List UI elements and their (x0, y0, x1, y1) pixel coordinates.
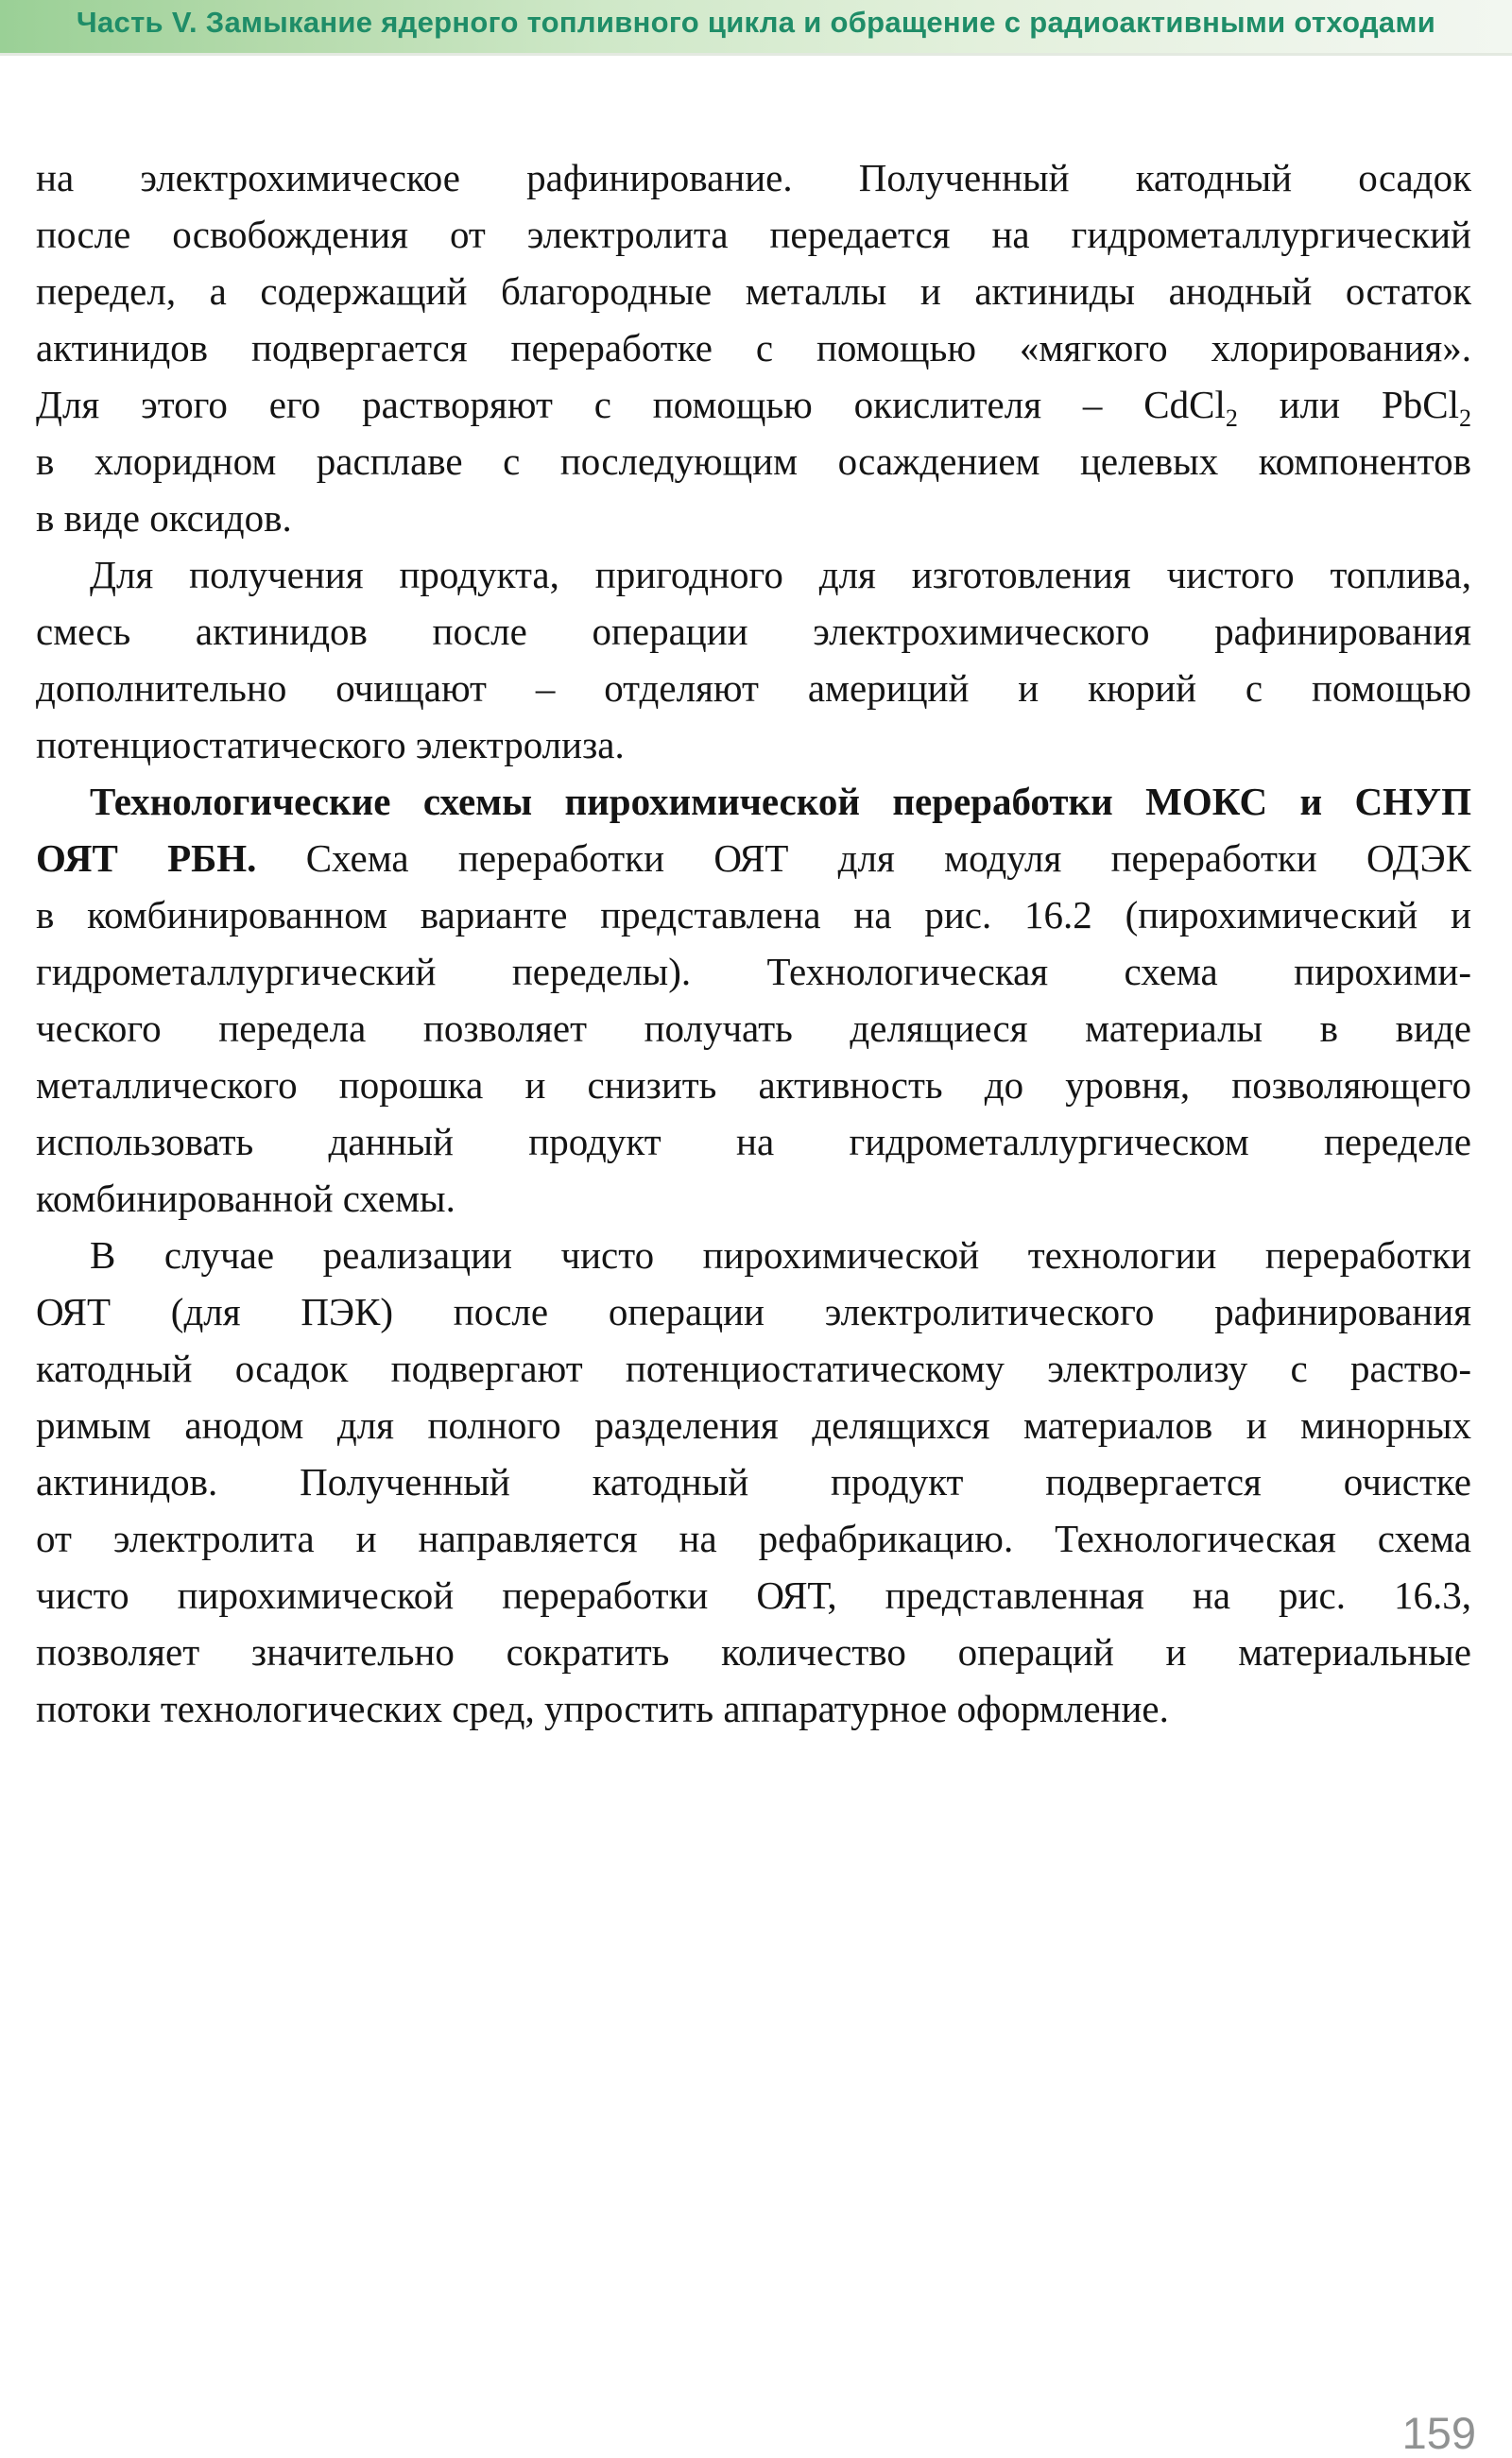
text-run: Для этого его растворяют с помощью окислителя – CdCl (36, 383, 1226, 426)
text-line: смесь актинидов после операции электрохимического рафинирования (36, 610, 1471, 653)
text-line-paragraph-end: потоки технологических сред, упростить аппаратурное оформление. (36, 1687, 1169, 1730)
text-line-mixed (36, 830, 1471, 886)
text-line: дополнительно очищают – отделяют америций и кюрий с помощью (36, 666, 1471, 710)
run-in-heading-tail: ОЯТ РБН. (36, 836, 257, 880)
text-line: после освобождения от электролита передается на гидрометаллургический (36, 213, 1471, 256)
text-line: актинидов подвергается переработке с помощью «мягкого хлорирования». (36, 326, 1471, 370)
text-line: от электролита и направляется на рефабрикацию. Технологическая схема (36, 1517, 1471, 1560)
text-line: передел, а содержащий благородные металлы и актиниды анодный остаток (36, 269, 1471, 313)
text-line: катодный осадок подвергают потенциостатическому электролизу с раство- (36, 1347, 1471, 1390)
text-line: металлического порошка и снизить активность до уровня, позволяющего (36, 1063, 1471, 1107)
run-in-heading-line: Технологические схемы пирохимической переработки МОКС и СНУП (90, 780, 1471, 823)
text-line: римым анодом для полного разделения делящихся материалов и минорных (36, 1403, 1471, 1447)
text-line: чисто пирохимической переработки ОЯТ, представленная на рис. 16.3, (36, 1573, 1471, 1617)
text-run: или PbCl (1237, 383, 1459, 426)
text-line: использовать данный продукт на гидрометаллургическом переделе (36, 1120, 1471, 1163)
text-line-paragraph-end: в виде оксидов. (36, 496, 292, 540)
page-header-band (0, 0, 1512, 56)
text-line: актинидов. Полученный катодный продукт подвергается очистке (36, 1460, 1471, 1504)
text-line-paragraph-end: потенциостатического электролиза. (36, 723, 625, 766)
running-head-title: Часть V. Замыкание ядерного топливного цикла и обращение с радиоактивными отходами (76, 6, 1436, 39)
text-line-paragraph-end: комбинированной схемы. (36, 1177, 455, 1220)
text-line: в хлоридном расплаве с последующим осаждением целевых компонентов (36, 439, 1471, 483)
text-line-chem-formula (36, 376, 1471, 433)
page-number: 159 (1401, 2408, 1476, 2458)
text-line: на электрохимическое рафинирование. Полученный катодный осадок (36, 156, 1471, 199)
subscript: 2 (1225, 404, 1238, 432)
text-line: ческого передела позволяет получать делящиеся материалы в виде (36, 1006, 1471, 1050)
text-line-paragraph-start: Для получения продукта, пригодного для изготовления чистого топлива, (90, 553, 1471, 596)
body-text (36, 149, 1471, 1737)
text-line: в комбинированном варианте представлена на рис. 16.2 (пирохимический и (36, 893, 1471, 937)
text-line: ОЯТ (для ПЭК) после операции электролитического рафинирования (36, 1290, 1471, 1333)
text-line-paragraph-start: В случае реализации чисто пирохимической технологии переработки (90, 1233, 1471, 1277)
text-line: позволяет значительно сократить количество операций и материальные (36, 1630, 1471, 1674)
subscript: 2 (1458, 404, 1471, 432)
text-line: гидрометаллургический переделы). Технологическая схема пирохими- (36, 950, 1471, 993)
text-run: Схема переработки ОЯТ для модуля переработки ОДЭК (256, 836, 1471, 880)
